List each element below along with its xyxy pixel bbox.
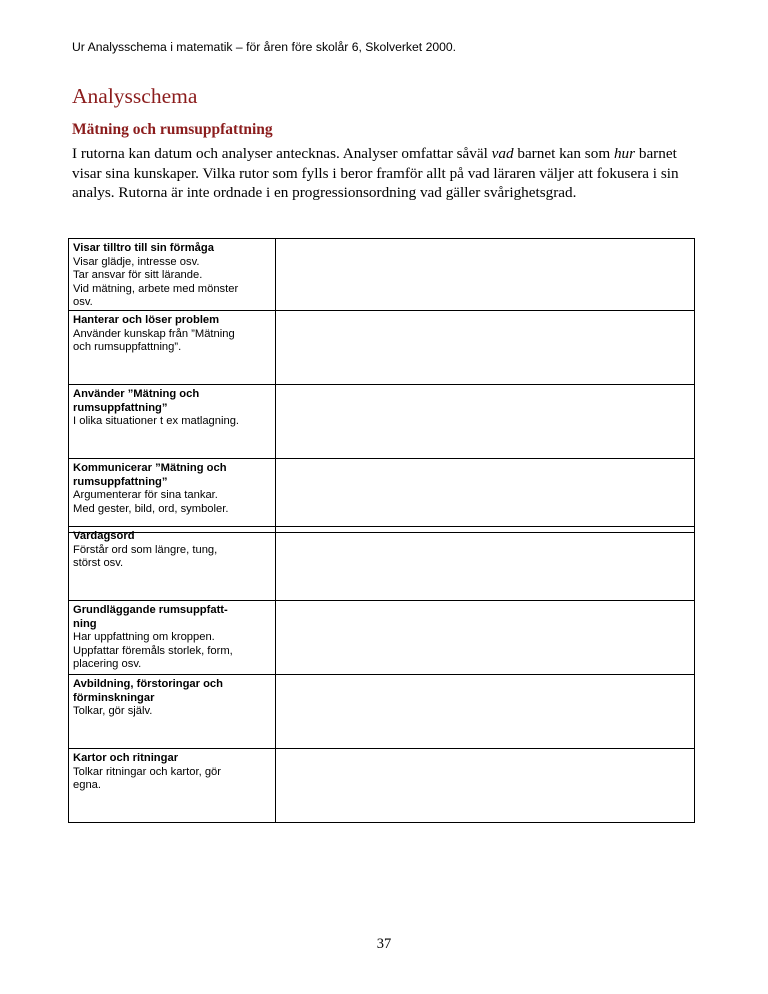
row-description: Argumenterar för sina tankar. Med gester, bild, ord, symboler.	[73, 489, 229, 515]
row-label-cell	[69, 527, 276, 601]
intro-line-1	[72, 144, 712, 164]
row-title: Avbildning, förstoringar och förminskningar	[73, 678, 223, 704]
table-row	[69, 749, 695, 823]
intro-text-segment: barnet	[635, 145, 677, 162]
row-title: Grundläggande rumsuppfatt- ning	[73, 604, 228, 630]
intro-text-segment: barnet kan som	[513, 145, 614, 162]
intro-line-2: visar sina kunskaper. Vilka rutor som fylls i beror framför allt på vad läraren väljer att fokusera i sin	[72, 164, 679, 182]
page-number: 37	[376, 936, 392, 952]
analysis-entry-cell[interactable]	[276, 749, 695, 823]
row-label-cell	[69, 310, 276, 384]
row-title: Kommunicerar ”Mätning och rumsuppfattning”	[73, 461, 227, 488]
table-row	[69, 527, 695, 601]
row-label-cell	[69, 458, 276, 532]
row-description: I olika situationer t ex matlagning.	[73, 415, 240, 428]
intro-paragraph	[72, 144, 712, 203]
intro-line-3: analys. Rutorna är inte ordnade i en progressionsordning vad gäller svårighetsgrad.	[72, 184, 577, 201]
row-label-cell	[69, 675, 276, 749]
row-title: Använder ”Mätning och rumsuppfattning”	[73, 387, 200, 414]
row-title: Vardagsord	[73, 530, 135, 542]
row-description: Tolkar ritningar och kartor, gör egna.	[73, 765, 221, 792]
analysis-entry-cell[interactable]	[276, 601, 695, 675]
table-row	[69, 310, 695, 384]
page-title: Analysschema	[72, 84, 198, 108]
analysis-table-concepts	[68, 526, 695, 823]
table-row	[69, 458, 695, 532]
row-label-cell	[69, 239, 276, 311]
row-label-cell	[69, 749, 276, 823]
analysis-table-attitudes	[68, 238, 695, 533]
table-row	[69, 675, 695, 749]
analysis-entry-cell[interactable]	[276, 384, 695, 458]
row-title: Hanterar och löser problem	[73, 313, 220, 326]
row-title: Kartor och ritningar	[73, 752, 179, 764]
row-description: Tolkar, gör själv.	[73, 705, 153, 718]
table-row	[69, 601, 695, 675]
analysis-entry-cell[interactable]	[276, 675, 695, 749]
row-description: Använder kunskap från ”Mätning och rumsuppfattning”.	[73, 327, 235, 354]
row-description: Visar glädje, intresse osv. Tar ansvar för sitt lärande. Vid mätning, arbete med mönster osv.	[73, 255, 239, 309]
table-row	[69, 384, 695, 458]
intro-text-segment: I rutorna kan datum och analyser antecknas. Analyser omfattar såväl	[72, 145, 492, 162]
row-description: Har uppfattning om kroppen. Uppfattar föremåls storlek, form, placering osv.	[73, 631, 233, 671]
row-label-cell	[69, 384, 276, 458]
table-row	[69, 239, 695, 311]
analysis-entry-cell[interactable]	[276, 310, 695, 384]
source-header: Ur Analysschema i matematik – för åren före skolår 6, Skolverket 2000.	[72, 40, 457, 54]
analysis-entry-cell[interactable]	[276, 239, 695, 311]
row-description: Förstår ord som längre, tung, störst osv.	[73, 543, 218, 570]
analysis-entry-cell[interactable]	[276, 527, 695, 601]
section-title: Mätning och rumsuppfattning	[72, 121, 273, 138]
intro-emphasis-hur: hur	[613, 145, 636, 162]
analysis-entry-cell[interactable]	[276, 458, 695, 532]
intro-emphasis-vad: vad	[491, 145, 514, 162]
row-title: Visar tilltro till sin förmåga	[73, 242, 214, 254]
row-label-cell	[69, 601, 276, 675]
